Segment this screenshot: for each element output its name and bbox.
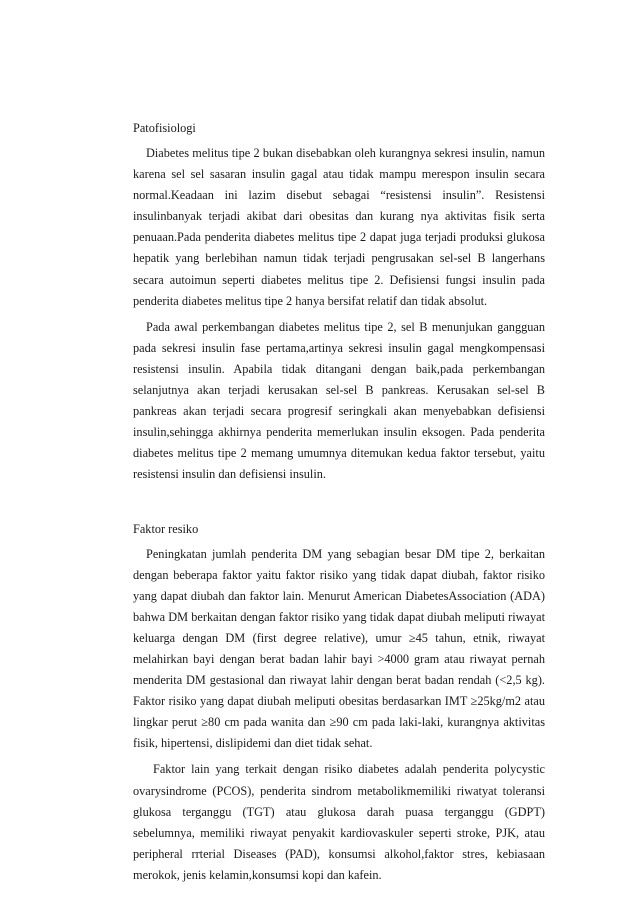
section-heading: Faktor resiko bbox=[133, 521, 199, 536]
section-heading: Patofisiologi bbox=[133, 121, 196, 135]
paragraph: Pada awal perkembangan diabetes melitus tipe 2, sel B menunjukan gangguan pada sekresi insulin fase pertama,artinya sekresi insulin gagal mengkompensasi resistensi insulin. Apabila tidak ditangani dengan baik,pada perkembangan selanjutnya akan terjadi kerusakan sel-sel B pankreas. Kerusakan sel-sel B pankreas akan terjadi secara progresif seringkali akan menyebabkan defisiensi insulin,sehingga akhirnya penderita memerlukan insulin eksogen. Pada penderita diabetes melitus tipe 2 memang umumnya ditemukan kedua faktor tersebut, yaitu resistensi insulin dan defisiensi insulin. bbox=[133, 319, 545, 482]
document-page bbox=[133, 118, 545, 886]
section-faktor-resiko bbox=[133, 519, 545, 887]
paragraph: Peningkatan jumlah penderita DM yang sebagian besar DM tipe 2, berkaitan dengan beberapa faktor yaitu faktor risiko yang tidak dapat diubah, faktor risiko yang dapat diubah dan faktor lain. Menurut American DiabetesAssociation (ADA) bahwa DM berkaitan dengan faktor risiko yang tidak dapat diubah meliputi riwayat keluarga dengan DM (first degree relative), umur ≥45 tahun, etnik, riwayat melahirkan bayi dengan berat badan lahir bayi >4000 gram atau riwayat pernah menderita DM gestasional dan riwayat lahir dengan berat badan rendah (<2,5 kg). Faktor risiko yang dapat diubah meliputi obesitas berdasarkan IMT ≥25kg/m2 atau lingkar perut ≥80 cm pada wanita dan ≥90 cm pada laki-laki, kurangnya aktivitas fisik, hipertensi, dislipidemi dan diet tidak sehat. bbox=[133, 546, 545, 751]
paragraph: Diabetes melitus tipe 2 bukan disebabkan oleh kurangnya sekresi insulin, namun karena sel sel sasaran insulin gagal atau tidak mampu merespon insulin secara normal.Keadaan ini lazim disebut sebagai “resistensi insulin”. Resistensi insulinbanyak terjadi akibat dari obesitas dan kurang nya aktivitas fisik serta penuaan.Pada penderita diabetes melitus tipe 2 dapat juga terjadi produksi glukosa hepatik yang berlebihan namun tidak terjadi pengrusakan sel-sel B langerhans secara autoimun seperti diabetes melitus tipe 2. Defisiensi fungsi insulin pada penderita diabetes melitus tipe 2 hanya bersifat relatif dan tidak absolut. bbox=[133, 146, 545, 308]
paragraph: Faktor lain yang terkait dengan risiko diabetes adalah penderita polycystic ovarysindrome (PCOS), penderita sindrom metabolikmemiliki riwatyat toleransi glukosa terganggu (TGT) atau glukosa darah puasa terganggu (GDPT) sebelumnya, memiliki riwayat penyakit kardiovaskuler seperti stroke, PJK, atau peripheral rrterial Diseases (PAD), konsumsi alkohol,faktor stres, kebiasaan merokok, jenis kelamin,konsumsi kopi dan kafein. bbox=[133, 762, 545, 882]
section-patofisiologi bbox=[133, 118, 545, 486]
